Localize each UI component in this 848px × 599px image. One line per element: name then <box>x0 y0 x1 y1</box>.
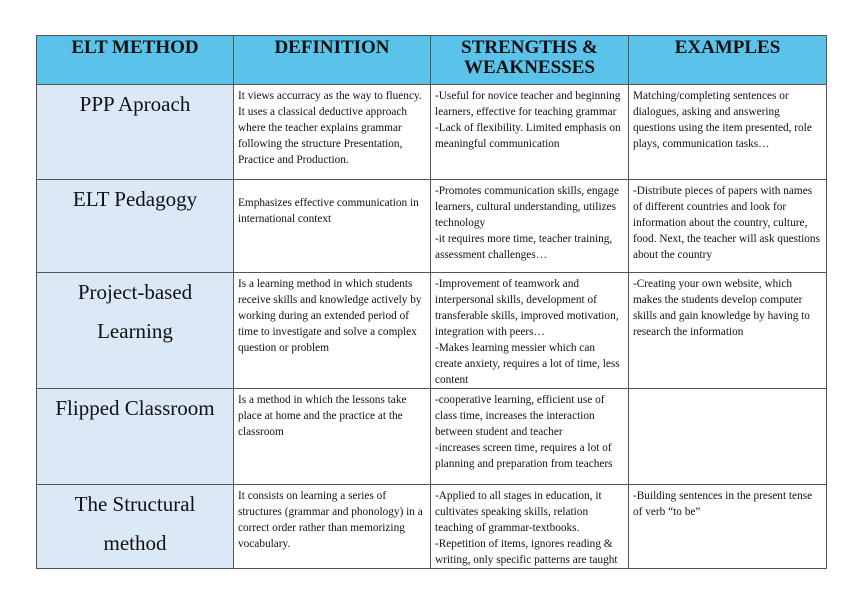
header-row <box>37 36 827 85</box>
examples-cell <box>629 389 827 485</box>
table-row <box>37 180 827 273</box>
method-name: The Structural method <box>37 485 234 569</box>
examples-cell: -Creating your own website, which makes the students develop computer skills and gain knowledge by having to research the information <box>629 273 827 389</box>
elt-methods-table <box>36 35 827 569</box>
method-name: Project-based Learning <box>37 273 234 389</box>
table-row <box>37 485 827 569</box>
examples-cell: -Building sentences in the present tense of verb “to be” <box>629 485 827 569</box>
strengths-weaknesses-cell: -Improvement of teamwork and interpersonal skills, development of transferable skills, improved motivation, integration with peers… -Makes learning messier which can create anxiety, requires a lot of time, less content <box>431 273 629 389</box>
strengths-weaknesses-cell: -Useful for novice teacher and beginning learners, effective for teaching grammar -Lack of flexibility. Limited emphasis on meaningful communication <box>431 85 629 180</box>
method-name: Flipped Classroom <box>37 389 234 485</box>
method-name: ELT Pedagogy <box>37 180 234 273</box>
strengths-weaknesses-cell: -Promotes communication skills, engage learners, cultural understanding, utilizes technology -it requires more time, teacher training, assessment challenges… <box>431 180 629 273</box>
definition-cell: Is a method in which the lessons take place at home and the practice at the classroom <box>234 389 431 485</box>
header-elt-method: ELT METHOD <box>37 36 234 85</box>
method-name: PPP Aproach <box>37 85 234 180</box>
definition-cell: It views accurracy as the way to fluency. It uses a classical deductive approach where the teacher explains grammar following the structure Presentation, Practice and Production. <box>234 85 431 180</box>
definition-cell: Is a learning method in which students receive skills and knowledge actively by working during an extended period of time to investigate and solve a complex question or problem <box>234 273 431 389</box>
examples-cell: Matching/completing sentences or dialogues, asking and answering questions using the item presented, role plays, communication tasks… <box>629 85 827 180</box>
table-row <box>37 85 827 180</box>
table-row <box>37 273 827 389</box>
examples-cell: -Distribute pieces of papers with names of different countries and look for information about the country, culture, food. Next, the teacher will ask questions about the country <box>629 180 827 273</box>
strengths-weaknesses-cell: -Applied to all stages in education, it cultivates speaking skills, relation teaching of grammar-textbooks. -Repetition of items, ignores reading & writing, only specific patterns are taught <box>431 485 629 569</box>
definition-cell: Emphasizes effective communication in international context <box>234 180 431 273</box>
strengths-weaknesses-cell: -cooperative learning, efficient use of class time, increases the interaction between student and teacher -increases screen time, requires a lot of planning and preparation from teachers <box>431 389 629 485</box>
header-examples: EXAMPLES <box>629 36 827 85</box>
definition-cell: It consists on learning a series of structures (grammar and phonology) in a correct order rather than memorizing vocabulary. <box>234 485 431 569</box>
table-row <box>37 389 827 485</box>
header-definition: DEFINITION <box>234 36 431 85</box>
header-strengths-weaknesses: STRENGTHS & WEAKNESSES <box>431 36 629 85</box>
